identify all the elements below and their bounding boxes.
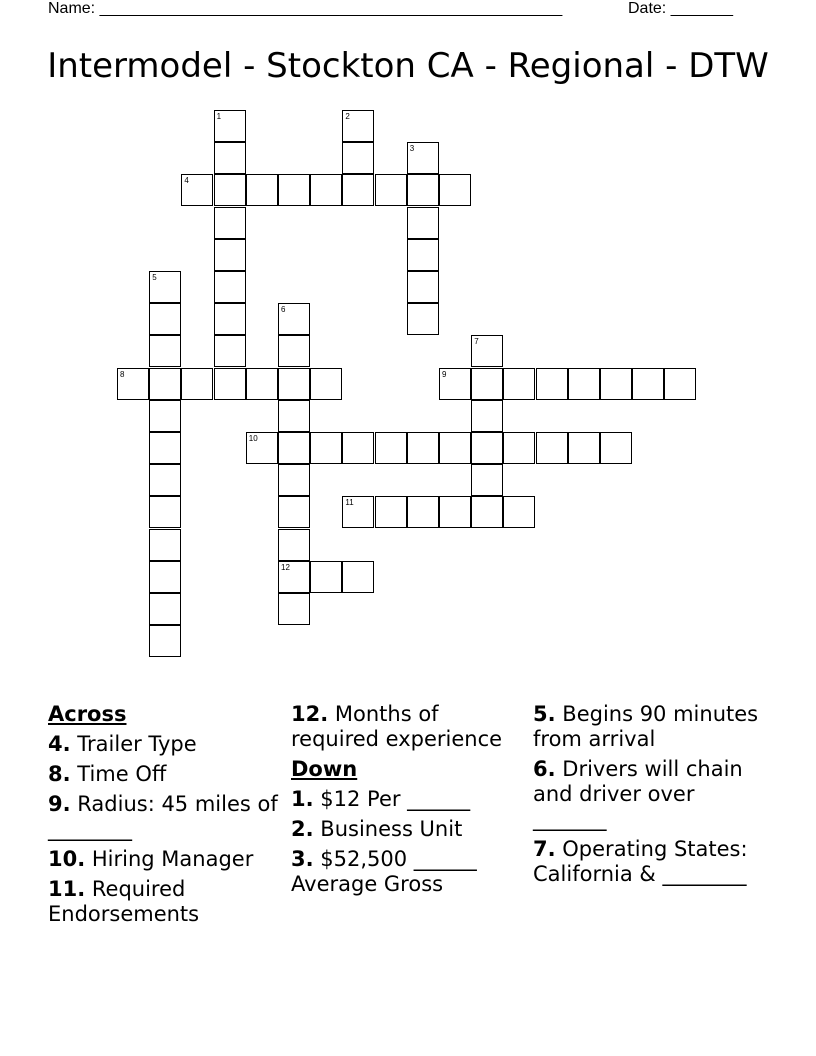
clue-across-12: 12. Months of required experience: [291, 702, 503, 751]
clue-across-4: 4. Trailer Type: [48, 732, 197, 756]
crossword-cell[interactable]: [600, 368, 632, 400]
crossword-cell[interactable]: [342, 496, 374, 528]
cell-number: 9: [442, 369, 447, 379]
cell-number: 12: [281, 562, 290, 572]
crossword-cell[interactable]: [149, 335, 181, 367]
crossword-cell[interactable]: [214, 207, 246, 239]
crossword-cell[interactable]: [278, 174, 310, 206]
crossword-cell[interactable]: [278, 593, 310, 625]
crossword-cell[interactable]: [503, 368, 535, 400]
clue-column-2: [291, 702, 527, 902]
crossword-cell[interactable]: [342, 561, 374, 593]
crossword-cell[interactable]: [407, 271, 439, 303]
crossword-cell[interactable]: [536, 432, 568, 464]
clue-down-1: 1. $12 Per ______: [291, 787, 471, 811]
crossword-cell[interactable]: [149, 625, 181, 657]
crossword-cell[interactable]: [568, 368, 600, 400]
crossword-cell[interactable]: [503, 432, 535, 464]
crossword-cell[interactable]: [149, 368, 181, 400]
cell-number: 1: [216, 112, 222, 121]
crossword-cell[interactable]: [600, 432, 632, 464]
crossword-cell[interactable]: [503, 496, 535, 528]
clue-across-10: 10. Hiring Manager: [48, 847, 254, 871]
crossword-cell[interactable]: [310, 368, 342, 400]
crossword-cell[interactable]: [471, 400, 503, 432]
cell-number: 2: [345, 112, 350, 121]
date-field-label: Date: _______: [628, 0, 733, 17]
crossword-cell[interactable]: [214, 271, 246, 303]
crossword-cell[interactable]: [278, 368, 310, 400]
crossword-cell[interactable]: [149, 271, 181, 303]
crossword-cell[interactable]: [246, 368, 278, 400]
crossword-cell[interactable]: [471, 432, 503, 464]
clue-down-6: 6. Drivers will chain and driver over _______: [533, 757, 743, 831]
cell-number: 8: [120, 369, 125, 379]
crossword-cell[interactable]: [407, 303, 439, 335]
cell-number: 3: [409, 144, 415, 154]
crossword-cell[interactable]: [278, 400, 310, 432]
crossword-cell[interactable]: [278, 529, 310, 561]
across-heading: Across: [48, 702, 127, 726]
crossword-cell[interactable]: [278, 561, 310, 593]
crossword-cell[interactable]: [278, 464, 310, 496]
clue-down-2: 2. Business Unit: [291, 817, 463, 841]
crossword-cell[interactable]: [310, 561, 342, 593]
crossword-cell[interactable]: [568, 432, 600, 464]
crossword-cell[interactable]: [407, 142, 439, 174]
crossword-cell[interactable]: [439, 496, 471, 528]
page-title: Intermodel - Stockton CA - Regional - DTW: [47, 46, 769, 86]
crossword-cell[interactable]: [181, 174, 213, 206]
crossword-cell[interactable]: [407, 239, 439, 271]
crossword-cell[interactable]: [149, 561, 181, 593]
crossword-cell[interactable]: [214, 174, 246, 206]
clue-down-5: 5. Begins 90 minutes from arrival: [533, 702, 759, 751]
crossword-cell[interactable]: [149, 400, 181, 432]
cell-number: 5: [152, 273, 157, 282]
crossword-cell[interactable]: [375, 496, 407, 528]
crossword-cell[interactable]: [664, 368, 696, 400]
crossword-cell[interactable]: [471, 496, 503, 528]
cell-number: 4: [184, 176, 189, 186]
crossword-cell[interactable]: [310, 174, 342, 206]
cell-number: 10: [248, 434, 258, 443]
crossword-cell[interactable]: [214, 335, 246, 367]
crossword-cell[interactable]: [407, 207, 439, 239]
crossword-cell[interactable]: [214, 303, 246, 335]
crossword-cell[interactable]: [439, 368, 471, 400]
cell-number: 7: [474, 337, 479, 347]
crossword-cell[interactable]: [278, 496, 310, 528]
crossword-cell[interactable]: [149, 464, 181, 496]
crossword-cell[interactable]: [278, 432, 310, 464]
name-field-label: Name: ____________________________________________________: [48, 0, 563, 17]
crossword-cell[interactable]: [149, 593, 181, 625]
clue-down-7: 7. Operating States: California & ________: [533, 837, 748, 886]
crossword-cell[interactable]: [310, 432, 342, 464]
crossword-cell[interactable]: [471, 368, 503, 400]
clue-down-3: 3. $52,500 ______ Average Gross: [291, 847, 477, 896]
clue-across-9: 9. Radius: 45 miles of ________: [48, 792, 278, 841]
cell-number: 6: [281, 305, 286, 315]
crossword-cell[interactable]: [342, 142, 374, 174]
cell-number: 11: [345, 498, 354, 508]
clue-across-11: 11. Required Endorsements: [48, 877, 200, 926]
crossword-cell[interactable]: [278, 335, 310, 367]
clue-column-1: [48, 702, 283, 932]
crossword-cell[interactable]: [214, 110, 246, 142]
crossword-cell[interactable]: [149, 303, 181, 335]
crossword-cell[interactable]: [536, 368, 568, 400]
crossword-cell[interactable]: [375, 432, 407, 464]
crossword-cell[interactable]: [342, 432, 374, 464]
crossword-cell[interactable]: [149, 529, 181, 561]
crossword-cell[interactable]: [407, 496, 439, 528]
crossword-cell[interactable]: [375, 174, 407, 206]
crossword-cell[interactable]: [439, 432, 471, 464]
crossword-cell[interactable]: [278, 303, 310, 335]
crossword-cell[interactable]: [342, 110, 374, 142]
crossword-cell[interactable]: [439, 174, 471, 206]
crossword-cell[interactable]: [471, 464, 503, 496]
crossword-cell[interactable]: [407, 432, 439, 464]
crossword-cell[interactable]: [117, 368, 149, 400]
crossword-cell[interactable]: [214, 142, 246, 174]
crossword-cell[interactable]: [149, 432, 181, 464]
crossword-cell[interactable]: [407, 174, 439, 206]
crossword-cell[interactable]: [342, 174, 374, 206]
down-heading: Down: [291, 757, 358, 781]
crossword-cell[interactable]: [181, 368, 213, 400]
crossword-cell[interactable]: [214, 239, 246, 271]
crossword-cell[interactable]: [471, 335, 503, 367]
crossword-cell[interactable]: [246, 432, 278, 464]
clue-across-8: 8. Time Off: [48, 762, 167, 786]
crossword-cell[interactable]: [632, 368, 664, 400]
crossword-cell[interactable]: [214, 368, 246, 400]
crossword-cell[interactable]: [149, 496, 181, 528]
crossword-cell[interactable]: [246, 174, 278, 206]
clue-column-3: [533, 702, 773, 892]
